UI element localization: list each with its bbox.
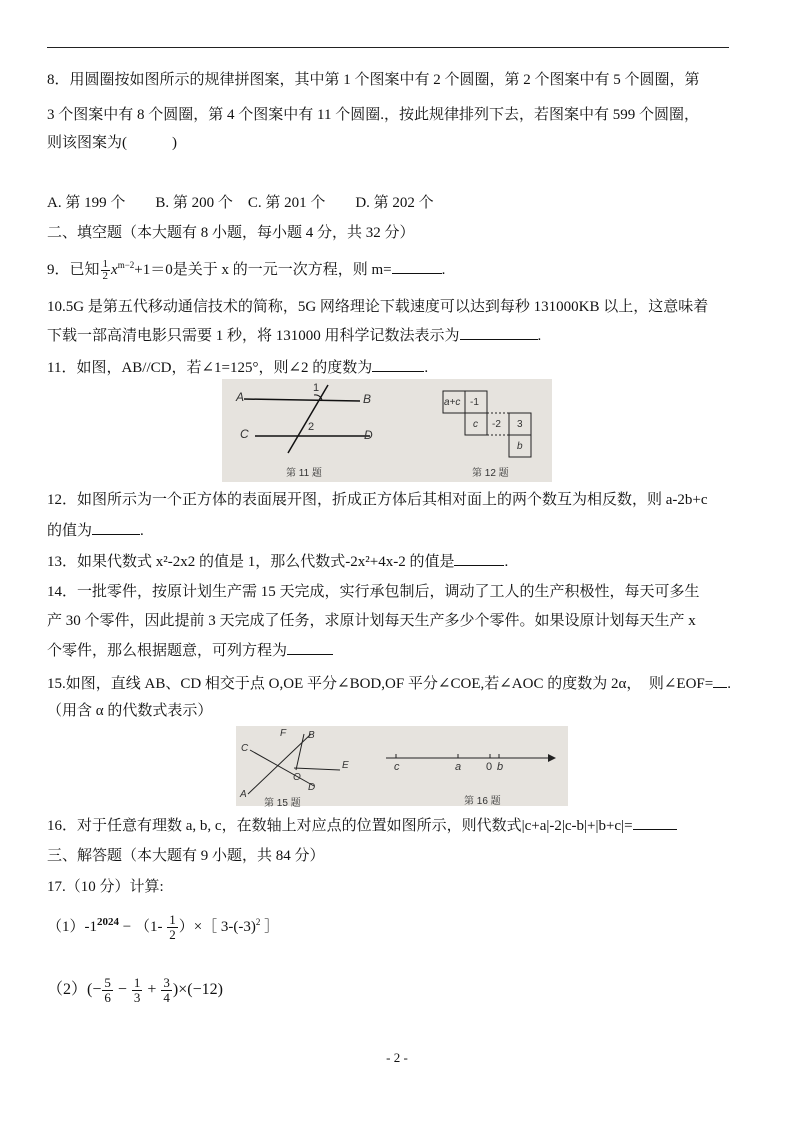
q9-pre: 9．已知 [47,262,100,278]
fig15-label-a: A [240,789,247,800]
figure-15-16 [236,726,568,809]
q8-line2: 3 个图案中有 8 个圆圈，第 4 个图案中有 11 个圆圈.，按此规律排列下去，若图案中有 599 个圆圈， [47,107,699,123]
fig11-angle1-label: 1 [313,382,320,394]
q17-p1-mid: − （1- [119,919,167,935]
fig11-label-c: C [240,427,249,441]
q17-p1-exponent: 2024 [97,916,119,928]
fig15-label-c: C [241,743,249,754]
q17-p2-op2: + [143,981,161,998]
fig11-caption: 第 11 题 [286,468,322,479]
q11-text: 11．如图，AB//CD，若∠1=125°，则∠2 的度数为 [47,360,373,376]
q13-end: . [504,554,509,570]
q15-line2: （用含 α 的代数式表示） [47,703,213,719]
q14-answer-blank[interactable] [287,640,333,655]
fig16-label-b: b [497,761,504,773]
q17-p2-num1: 5 [104,974,111,990]
q17-p1-pre: （1）-1 [47,919,97,935]
q17-p2-den2: 3 [133,989,141,1005]
q9-denominator: 2 [102,270,109,283]
q14-line3 [47,640,333,661]
q9-answer-blank[interactable] [392,259,442,274]
fig16-label-a: a [455,761,462,773]
fig12-cell-b: b [517,441,523,452]
fig15-label-d: D [308,782,316,793]
q12-line1: 12．如图所示为一个正方体的表面展开图，折成正方体后其相对面上的两个数互为相反数，则 a-2b+c [47,492,708,508]
q12-end: . [140,523,144,539]
q8-line1: 8．用圆圈按如图所示的规律拼图案，其中第 1 个图案中有 2 个圆圈，第 2 个图案中有 5 个圆圈，第 [47,72,700,88]
q9-numerator: 1 [102,258,109,271]
q11-end: . [424,360,429,376]
page-number: - 2 - [386,1050,408,1065]
q13-answer-blank[interactable] [454,551,504,566]
fig11-angle2-label: 2 [308,421,315,433]
q11-answer-blank[interactable] [372,357,424,372]
q15-line1-text: 15.如图，直线 AB、CD 相交于点 O,OE 平分∠BOD,OF 平分∠COE,若∠AOC 的度数为 2α， 则∠EOF= [47,676,714,692]
q17-p1-end: ］ [260,919,280,935]
q17-p2-pre: （2）(− [47,981,102,998]
fig16-number-line [236,726,568,806]
q17-part1 [47,908,279,942]
fig12-cell-neg1: -1 [470,397,479,408]
q8-line3: 则该图案为( ) [47,135,177,151]
q17-p2-frac3 [161,976,172,1005]
q10-answer-blank[interactable] [460,325,538,340]
q10-line2 [47,325,541,346]
fig15-label-e: E [342,760,349,771]
q14-line2: 产 30 个零件，因此提前 3 天完成了任务，求原计划每天生产多少个零件。如果设原计划每天生产 x [47,613,696,629]
q9 [47,255,445,282]
q17-p2-num3: 3 [163,974,170,990]
q12-line2-text: 的值为 [47,523,93,539]
fig15-label-o: O [293,772,301,783]
fig15-label-b: B [308,730,315,741]
q9-var: x [111,262,118,278]
fig16-label-c: c [394,761,400,773]
q17-p2-end: )×(−12) [172,981,223,998]
q10-line2-text: 下载一部高清电影只需要 1 秒，将 131000 用科学记数法表示为 [47,328,460,344]
q9-post: +1＝0是关于 x 的一元一次方程，则 m= [134,262,392,278]
fig11-label-a: A [236,390,245,404]
q12-line2 [47,520,144,541]
fig12-cell-apc: a+c [444,397,461,408]
q11 [47,357,428,378]
fig12-caption: 第 12 题 [472,468,509,479]
q10-line1: 10.5G 是第五代移动通信技术的简称，5G 网络理论下载速度可以达到每秒 131000KB 以上，这意味着 [47,299,709,315]
figure-11-12 [222,379,552,482]
fig12-cell-3: 3 [517,419,523,430]
q17-p2-num2: 1 [133,974,141,990]
q14-line3-text: 个零件，那么根据题意，可列方程为 [47,643,288,659]
q15-answer-blank[interactable] [713,673,727,688]
fig15-label-f: F [280,728,287,739]
q15-end: . [727,676,731,692]
top-rule [47,47,729,48]
fig12-cell-neg2: -2 [492,419,501,430]
q17-p2-frac2 [132,976,143,1005]
q17-p1-exponent2: 2 [255,917,261,927]
q12-answer-blank[interactable] [92,520,140,535]
q17-p2-den3: 4 [163,989,170,1005]
q17-p2-den1: 6 [104,989,111,1005]
fig11-label-b: B [363,392,372,406]
q17-p1-fraction [167,913,178,942]
fig16-label-zero: 0 [486,761,493,773]
q14-line1: 14．一批零件，按原计划生产需 15 天完成，实行承包制后，调动了工人的生产积极性，每天可多生 [47,584,700,600]
q16-answer-blank[interactable] [633,815,677,830]
q17-p1-post: ）×［ 3-(-3) [178,919,256,935]
q17-p2-frac1 [102,976,113,1005]
q13-text: 13．如果代数式 x²-2x2 的值是 1，那么代数式-2x²+4x-2 的值是 [47,554,455,570]
q15-line1 [47,673,731,694]
q9-fraction [101,259,111,282]
q13 [47,551,508,572]
q17-p2-op1: − [113,981,131,998]
q9-exponent: m−2 [117,260,135,270]
q17-p1-numerator: 1 [169,912,176,928]
q10-end: . [537,328,542,344]
q9-end: . [441,262,446,278]
q17-heading: 17.（10 分）计算: [47,879,164,895]
q16-text: 16．对于任意有理数 a, b, c，在数轴上对应点的位置如图所示，则代数式|c+a|-2|c-b|+|b+c|= [47,818,633,834]
q17-part2 [47,975,223,1005]
fig15-caption: 第 15 题 [264,798,301,809]
q8-options: A. 第 199 个 B. 第 200 个 C. 第 201 个 D. 第 202 个 [47,195,434,211]
fig16-caption: 第 16 题 [464,796,501,807]
q17-p1-denominator: 2 [169,927,176,943]
section2-heading: 二、填空题（本大题有 8 小题，每小题 4 分，共 32 分） [47,225,415,241]
section3-heading: 三、解答题（本大题有 9 小题，共 84 分） [47,848,325,864]
fig12-cell-c: c [473,419,478,430]
fig11-label-d: D [364,428,373,442]
q16 [47,815,677,836]
